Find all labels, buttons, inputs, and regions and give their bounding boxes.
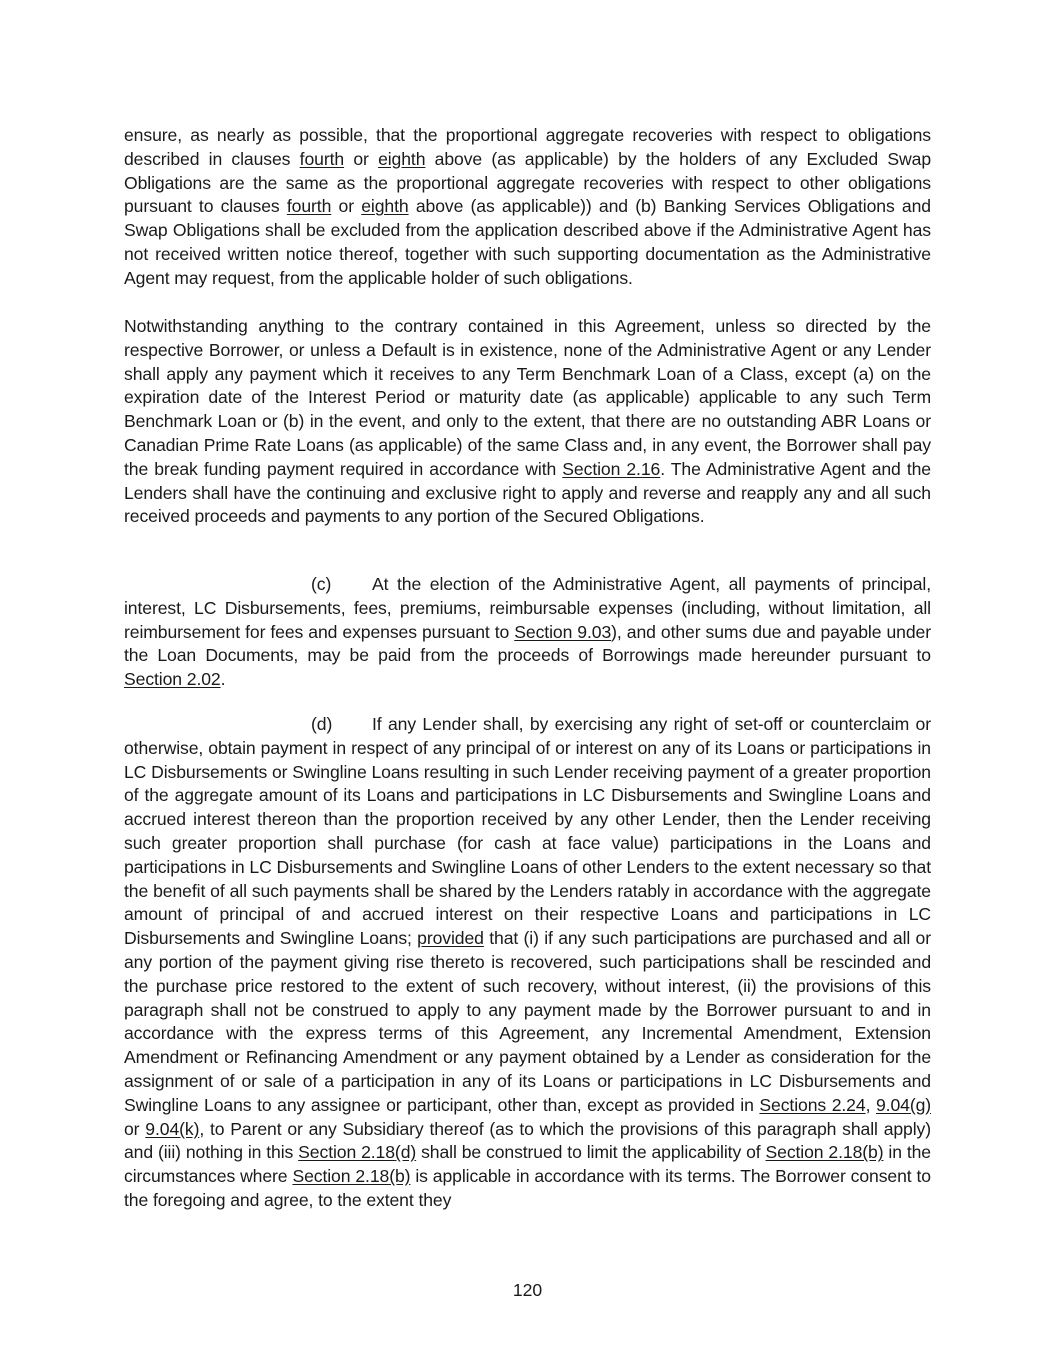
section-reference: Section 2.16 [562,458,661,479]
paragraph-notwithstanding [124,315,931,529]
text-run: shall be construed to limit the applicability of [416,1142,766,1163]
text-run: , [865,1094,876,1115]
section-reference: Sections 2.24 [759,1094,866,1115]
text-run: above (as applicable) by the holders of any Excluded Swap Obligations are the same as the proportional aggregate recoveries with respect to other obligations pursuant to clauses [124,148,931,217]
text-run: If any Lender shall, by exercising any right of set-off or counterclaim or otherwise, obtain payment in respect of any principal of or interest on any of its Loans or participations in LC Disbursements or Swingline Loans resulting in such Lender receiving payment of a greater proportion of the aggregate amount of its Loans and participations in LC Disbursements and Swingline Loans and accrued interest thereon than the proportion received by any other Lender, then the Lender receiving such greater proportion shall purchase (for cash at face value) participations in the Loans and participations in LC Disbursements and Swingline Loans of other Lenders to the extent necessary so that the benefit of all such payments shall be shared by the Lenders ratably in accordance with the aggregate amount of principal of and accrued interest on their respective Loans and participations in LC Disbursements and Swingline Loans; [124,714,931,949]
text-run: ), and other sums due and payable under the Loan Documents, may be paid from the proceeds of Borrowings made hereunder pursuant to [124,621,931,666]
section-reference: Section 2.18(d) [298,1142,417,1163]
text-run: in the circumstances where [124,1142,931,1187]
text-run: that (i) if any such participations are purchased and all or any portion of the payment giving rise thereto is recovered, such participations shall be rescinded and the purchase price restored to the extent of such recovery, without interest, (ii) the provisions of this paragraph shall not be construed to apply to any payment made by the Borrower pursuant to and in accordance with the express terms of this Agreement, any Incremental Amendment, Extension Amendment or Refinancing Amendment or any payment obtained by a Lender as consideration for the assignment of or sale of a participation in any of its Loans or participations in LC Disbursements and Swingline Loans to any assignee or participant, other than, except as provided in [124,928,932,1115]
paragraph-d [124,713,931,1213]
text-run: is applicable in accordance with its terms. The Borrower consent to the foregoing and agree, to the extent they [124,1166,931,1210]
text-run: above (as applicable)) and (b) Banking Services Obligations and Swap Obligations shall be excluded from the application described above if the Administrative Agent has not received written notice thereof, together with such supporting documentation as the Administrative Agent may request, from the applicable holder of such obligations. [124,196,931,288]
clause-reference: fourth [286,196,332,217]
section-reference: Section 2.18(b) [292,1166,411,1187]
clause-reference: eighth [378,148,426,169]
section-reference: Section 2.18(b) [765,1142,884,1163]
paragraph-c [124,573,931,692]
text-run: . [220,669,226,690]
paragraph-marker: (c) [311,574,332,594]
defined-term: provided [417,928,484,949]
text-run: or [124,1118,146,1139]
section-reference: Section 2.02 [124,669,221,690]
text-run: . The Administrative Agent and the Lenders shall have the continuing and exclusive right to apply and reverse and reapply any and all such received proceeds and payments to any portion of the Secured Obligations. [124,458,931,527]
text-run: or [331,196,362,217]
paragraph-marker: (d) [311,714,333,734]
section-reference: Section 9.03 [514,621,612,642]
text-run: At the election of the Administrative Agent, all payments of principal, interest, LC Disbursements, fees, premiums, reimbursable expenses (including, without limitation, all reimbursement for fees and expenses pursuant to [124,574,931,642]
clause-reference: fourth [299,148,345,169]
section-reference: 9.04(g) [875,1094,932,1115]
text-run: or [344,148,379,169]
text-run: ensure, as nearly as possible, that the proportional aggregate recoveries with respect to obligations described in clauses [124,125,931,169]
page-number: 120 [512,1280,543,1300]
text-run: Notwithstanding anything to the contrary contained in this Agreement, unless so directed by the respective Borrower, or unless a Default is in existence, none of the Administrative Agent or any Lender shall apply any payment which it receives to any Term Benchmark Loan of a Class, except (a) on the expiration date of the Interest Period or maturity date (as applicable) applicable to any such Term Benchmark Loan or (b) in the event, and only to the extent, that there are no outstanding ABR Loans or Canadian Prime Rate Loans (as applicable) of the same Class and, in any event, the Borrower shall pay the break funding payment required in accordance with [124,316,931,479]
paragraph-continuation [124,124,931,291]
text-run: , to Parent or any Subsidiary thereof (as to which the provisions of this paragraph shall apply) and (iii) nothing in this [124,1118,932,1163]
section-reference: 9.04(k) [145,1118,200,1139]
clause-reference: eighth [361,196,409,217]
